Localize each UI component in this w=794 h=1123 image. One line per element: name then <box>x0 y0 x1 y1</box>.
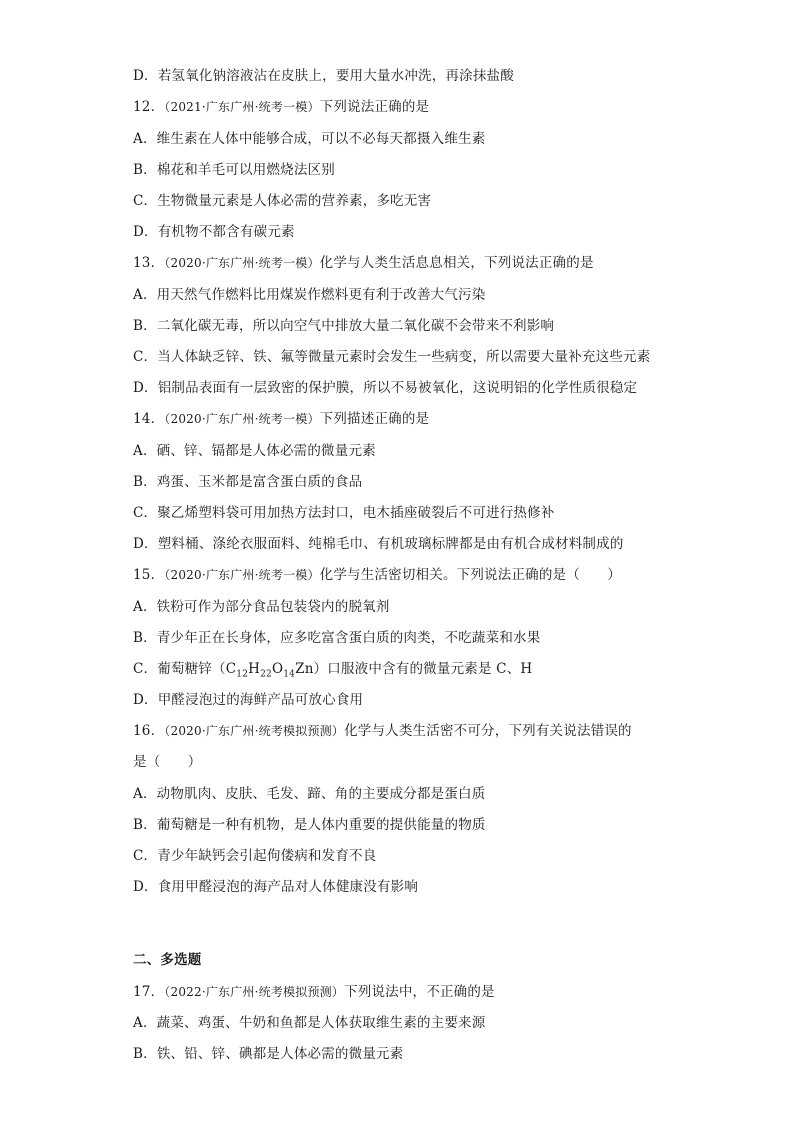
q12-option-d: D．有机物不都含有碳元素 <box>133 224 295 240</box>
q17-option-a: A．蔬菜、鸡蛋、牛奶和鱼都是人体获取维生素的主要来源 <box>133 1015 486 1031</box>
q16-option-a: A．动物肌肉、皮肤、毛发、蹄、角的主要成分都是蛋白质 <box>133 786 486 802</box>
q17-option-b: B．铁、铅、锌、碘都是人体必需的微量元素 <box>133 1046 404 1062</box>
q15-option-d: D．甲醛浸泡过的海鲜产品可放心食用 <box>133 692 364 708</box>
q14-option-c: C．聚乙烯塑料袋可用加热方法封口，电木插座破裂后不可进行热修补 <box>133 505 555 521</box>
q15-option-c: C．葡萄糖锌$(C_{12}H_{22}O_{14}Zn)$口服液中含有的微量元素是 C、H <box>133 661 533 680</box>
q12-option-a: A．维生素在人体中能够合成，可以不必每天都摄入维生素 <box>133 131 486 147</box>
q15-option-b: B．青少年正在长身体，应多吃富含蛋白质的肉类，不吃蔬菜和水果 <box>133 630 541 646</box>
q16-stem-cont: 是（ ） <box>133 754 202 770</box>
q13-option-d: D．铝制品表面有一层致密的保护膜，所以不易被氧化，这说明铝的化学性质很稳定 <box>133 380 638 396</box>
q13-stem: 13．（2020·广东广州·统考一模）化学与人类生活息息相关，下列说法正确的是 <box>133 255 594 271</box>
q14-option-b: B．鸡蛋、玉米都是富含蛋白质的食品 <box>133 474 363 490</box>
q16-option-b: B．葡萄糖是一种有机物，是人体内重要的提供能量的物质 <box>133 817 486 833</box>
q12-stem: 12．（2021·广东广州·统考一模）下列说法正确的是 <box>133 99 430 115</box>
q15-option-a: A．铁粉可作为部分食品包装袋内的脱氧剂 <box>133 599 390 615</box>
q16-stem: 16．（2020·广东广州·统考模拟预测）化学与人类生活密不可分，下列有关说法错误的 <box>133 723 632 739</box>
q11-option-d: D．若氢氧化钠溶液沾在皮肤上，要用大量水冲洗，再涂抹盐酸 <box>133 68 514 84</box>
q15-stem: 15．（2020·广东广州·统考一模）化学与生活密切相关。下列说法正确的是（ ） <box>133 567 622 583</box>
section-heading-multiple-choice: 二、多选题 <box>133 952 202 968</box>
q17-stem: 17．（2022·广东广州·统考模拟预测）下列说法中，不正确的是 <box>133 984 495 1000</box>
q13-option-a: A．用天然气作燃料比用煤炭作燃料更有利于改善大气污染 <box>133 287 486 303</box>
q14-stem: 14．（2020·广东广州·统考一模）下列描述正确的是 <box>133 411 430 427</box>
q14-option-a: A．硒、锌、镉都是人体必需的微量元素 <box>133 443 376 459</box>
q16-option-d: D．食用甲醛浸泡的海产品对人体健康没有影响 <box>133 879 419 895</box>
q12-option-b: B．棉花和羊毛可以用燃烧法区别 <box>133 162 335 178</box>
q13-option-b: B．二氧化碳无毒，所以向空气中排放大量二氧化碳不会带来不利影响 <box>133 318 555 334</box>
q13-option-c: C．当人体缺乏锌、铁、氟等微量元素时会发生一些病变，所以需要大量补充这些元素 <box>133 349 651 365</box>
q16-option-c: C．青少年缺钙会引起佝偻病和发育不良 <box>133 848 377 864</box>
q12-option-c: C．生物微量元素是人体必需的营养素，多吃无害 <box>133 193 432 209</box>
q14-option-d: D．塑料桶、涤纶衣服面料、纯棉毛巾、有机玻璃标牌都是由有机合成材料制成的 <box>133 536 624 552</box>
